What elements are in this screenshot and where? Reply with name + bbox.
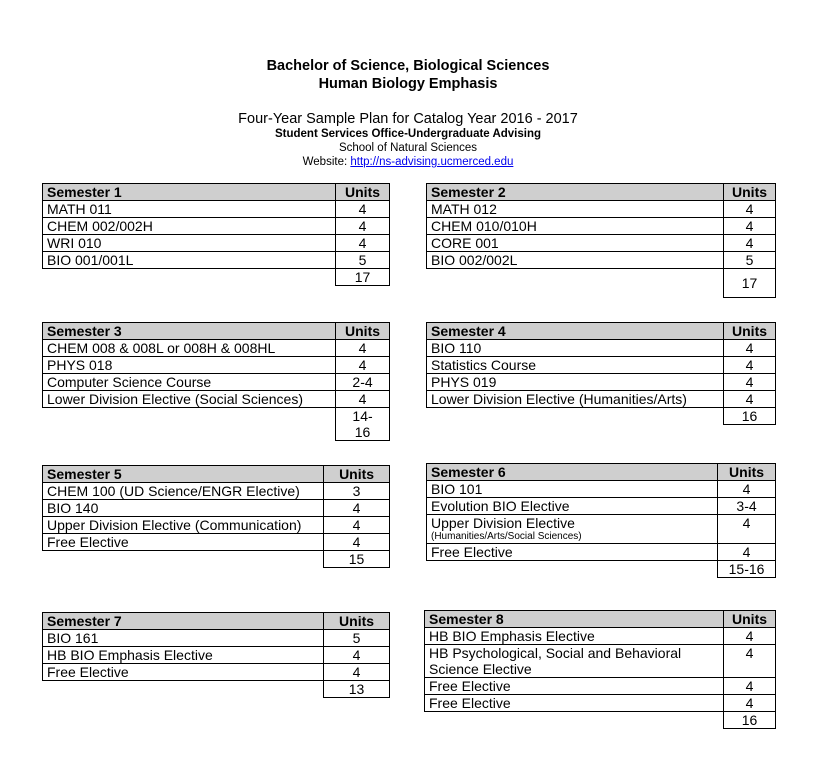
course-units: 4 (724, 678, 776, 695)
semester-title: Semester 1 (43, 184, 336, 201)
course-units: 4 (324, 664, 390, 681)
course-row (427, 235, 776, 252)
course-name: BIO 110 (427, 340, 724, 357)
plan-title: Four-Year Sample Plan for Catalog Year 2016 - 2017 (238, 111, 578, 127)
course-row (427, 481, 776, 498)
semester-total: 16 (724, 712, 776, 729)
course-name: CHEM 002/002H (43, 218, 336, 235)
course-row (43, 201, 390, 218)
semester-title: Semester 2 (427, 184, 724, 201)
semester-total: 13 (324, 681, 390, 698)
course-row (43, 357, 390, 374)
course-name: Statistics Course (427, 357, 724, 374)
semester-5-table (42, 465, 390, 568)
course-row (427, 357, 776, 374)
total-part-a: 14- (352, 408, 373, 424)
course-name: BIO 101 (427, 481, 718, 498)
emphasis-title: Human Biology Emphasis (318, 76, 498, 92)
course-name: HB BIO Emphasis Elective (43, 647, 324, 664)
course-units: 4 (324, 534, 390, 551)
course-name: HB BIO Emphasis Elective (425, 628, 724, 645)
course-row (43, 391, 390, 408)
course-units: 4 (724, 218, 776, 235)
semester-1-table (42, 183, 390, 286)
office-name: Student Services Office-Undergraduate Advising (274, 128, 542, 140)
course-name: Lower Division Elective (Social Sciences) (43, 391, 336, 408)
course-name: Computer Science Course (43, 374, 336, 391)
course-units: 4 (324, 517, 390, 534)
course-row (43, 483, 390, 500)
course-name (425, 645, 724, 678)
semester-title: Semester 3 (43, 323, 336, 340)
course-name-line1: HB Psychological, Social and Behavioral (429, 645, 682, 661)
course-units: 4 (336, 201, 390, 218)
course-row (427, 374, 776, 391)
semester-title: Semester 8 (425, 611, 724, 628)
semester-title: Semester 5 (43, 466, 324, 483)
course-units: 4 (336, 340, 390, 357)
units-header: Units (724, 323, 776, 340)
units-header: Units (324, 466, 390, 483)
course-name: WRI 010 (43, 235, 336, 252)
course-units: 5 (324, 630, 390, 647)
course-units: 4 (718, 544, 776, 561)
units-header: Units (718, 464, 776, 481)
course-units: 4 (718, 515, 776, 544)
course-name: Free Elective (427, 544, 718, 561)
units-header: Units (724, 611, 776, 628)
course-units: 4 (336, 391, 390, 408)
course-row (427, 340, 776, 357)
course-units: 4 (724, 340, 776, 357)
course-units: 3 (324, 483, 390, 500)
course-name: Free Elective (425, 695, 724, 712)
semester-total (336, 408, 390, 441)
course-units: 4 (724, 235, 776, 252)
course-units: 3-4 (718, 498, 776, 515)
semester-3-table (42, 322, 390, 441)
course-row (43, 218, 390, 235)
semester-8-table (424, 610, 776, 729)
course-row (43, 252, 390, 269)
course-name: BIO 002/002L (427, 252, 724, 269)
course-name-line2: Science Elective (429, 661, 532, 677)
course-name: CORE 001 (427, 235, 724, 252)
semester-total: 15-16 (718, 561, 776, 578)
course-name: Upper Division Elective (Communication) (43, 517, 324, 534)
semester-title: Semester 6 (427, 464, 718, 481)
course-row (43, 340, 390, 357)
course-units: 4 (724, 201, 776, 218)
course-row (43, 534, 390, 551)
course-units: 4 (324, 500, 390, 517)
course-row (43, 500, 390, 517)
semester-total: 15 (324, 551, 390, 568)
course-units: 4 (724, 391, 776, 408)
course-name: BIO 140 (43, 500, 324, 517)
course-units: 4 (718, 481, 776, 498)
semester-title: Semester 4 (427, 323, 724, 340)
course-row (427, 544, 776, 561)
school-name: School of Natural Sciences (338, 142, 478, 154)
course-row (43, 374, 390, 391)
course-units: 4 (324, 647, 390, 664)
course-row (43, 647, 390, 664)
course-name: Free Elective (425, 678, 724, 695)
course-row (425, 628, 776, 645)
course-name: BIO 161 (43, 630, 324, 647)
course-row (427, 498, 776, 515)
course-name: PHYS 018 (43, 357, 336, 374)
course-row (427, 201, 776, 218)
course-name: MATH 012 (427, 201, 724, 218)
course-row (43, 664, 390, 681)
course-name: Evolution BIO Elective (427, 498, 718, 515)
course-row (425, 695, 776, 712)
course-units: 4 (724, 357, 776, 374)
course-row (425, 678, 776, 695)
course-row (427, 515, 776, 544)
course-units: 2-4 (336, 374, 390, 391)
units-header: Units (724, 184, 776, 201)
semester-total: 16 (724, 408, 776, 425)
course-units: 4 (336, 218, 390, 235)
course-units: 5 (724, 252, 776, 269)
course-units: 4 (724, 374, 776, 391)
course-name: CHEM 100 (UD Science/ENGR Elective) (43, 483, 324, 500)
program-title: Bachelor of Science, Biological Sciences (266, 58, 550, 74)
course-name: CHEM 008 & 008L or 008H & 008HL (43, 340, 336, 357)
units-header: Units (336, 323, 390, 340)
semester-4-table (426, 322, 776, 425)
course-row (43, 235, 390, 252)
semester-2-table (426, 183, 776, 298)
semester-6-table (426, 463, 776, 578)
course-row (427, 252, 776, 269)
course-name: MATH 011 (43, 201, 336, 218)
course-name-main: Upper Division Elective (431, 515, 575, 531)
course-units: 4 (724, 695, 776, 712)
course-name: BIO 001/001L (43, 252, 336, 269)
website-label: Website: (302, 156, 351, 168)
course-row (427, 218, 776, 235)
course-row (425, 645, 776, 678)
course-row (43, 630, 390, 647)
course-name: CHEM 010/010H (427, 218, 724, 235)
course-name: Free Elective (43, 664, 324, 681)
semester-total: 17 (724, 269, 776, 298)
semester-total: 17 (336, 269, 390, 286)
units-header: Units (336, 184, 390, 201)
course-units: 4 (724, 628, 776, 645)
course-row (427, 391, 776, 408)
course-units: 4 (724, 645, 776, 678)
semester-7-table (42, 612, 390, 698)
website-link[interactable]: http://ns-advising.ucmerced.edu (350, 156, 514, 168)
website-line (0, 155, 816, 169)
course-name: PHYS 019 (427, 374, 724, 391)
course-name: Lower Division Elective (Humanities/Arts) (427, 391, 724, 408)
course-units: 5 (336, 252, 390, 269)
total-part-b: 16 (354, 424, 371, 440)
course-units: 4 (336, 235, 390, 252)
course-units: 4 (336, 357, 390, 374)
course-name (427, 515, 718, 544)
course-name: Free Elective (43, 534, 324, 551)
semester-title: Semester 7 (43, 613, 324, 630)
course-row (43, 517, 390, 534)
course-name-note: (Humanities/Arts/Social Sciences) (431, 531, 582, 542)
units-header: Units (324, 613, 390, 630)
